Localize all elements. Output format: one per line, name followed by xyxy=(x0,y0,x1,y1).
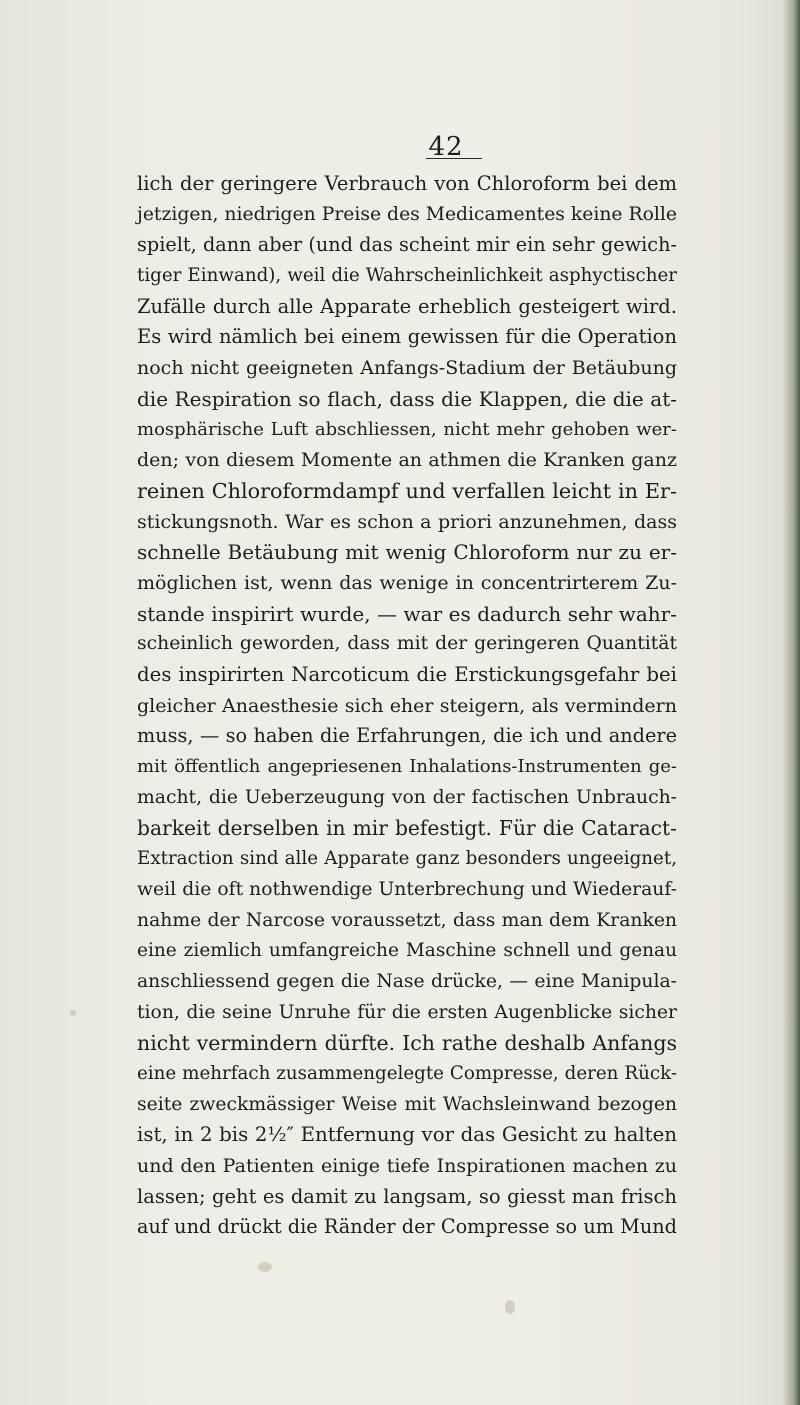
text-line: scheinlich geworden, dass mit der geringeren Quantität xyxy=(137,633,677,655)
text-line: Zufälle durch alle Apparate erheblich gesteigert wird. xyxy=(137,294,677,318)
text-line: tion, die seine Unruhe für die ersten Augenblicke sicher xyxy=(137,1001,677,1023)
text-line: auf und drückt die Ränder der Compresse so um Mund xyxy=(137,1215,677,1239)
page-edge-shadow xyxy=(782,0,800,1405)
text-line: anschliessend gegen die Nase drücke, — eine Manipula- xyxy=(137,970,677,992)
text-line: eine mehrfach zusammengelegte Compresse, deren Rück- xyxy=(137,1062,677,1084)
text-line: möglichen ist, wenn das wenige in concentrirterem Zu- xyxy=(137,571,677,594)
text-line: Es wird nämlich bei einem gewissen für die Operation xyxy=(137,325,677,349)
text-line: die Respiration so flach, dass die Klappen, die die at- xyxy=(137,386,677,411)
text-line: mosphärische Luft abschliessen, nicht mehr gehoben wer- xyxy=(137,418,677,440)
page-number-rule xyxy=(426,158,482,159)
text-line: mit öffentlich angepriesenen Inhalations-Instrumenten ge- xyxy=(137,756,677,778)
text-line: ist, in 2 bis 2½″ Entfernung vor das Gesicht zu halten xyxy=(137,1123,677,1147)
text-line: und den Patienten einige tiefe Inspirationen machen zu xyxy=(137,1155,677,1177)
text-line: reinen Chloroformdampf und verfallen leicht in Er- xyxy=(137,478,677,503)
text-line: lassen; geht es damit zu langsam, so giesst man frisch xyxy=(137,1184,677,1208)
page-number: 42 xyxy=(428,132,464,162)
text-line: muss, — so haben die Erfahrungen, die ich und andere xyxy=(137,724,677,748)
text-line: jetzigen, niedrigen Preise des Medicamentes keine Rolle xyxy=(137,203,677,225)
text-line: seite zweckmässiger Weise mit Wachsleinwand bezogen xyxy=(137,1093,677,1115)
paper-speck xyxy=(70,1010,76,1016)
text-line: eine ziemlich umfangreiche Maschine schnell und genau xyxy=(137,940,677,962)
text-line: spielt, dann aber (und das scheint mir ein sehr gewich- xyxy=(137,233,677,257)
text-line: weil die oft nothwendige Unterbrechung und Wiederauf- xyxy=(137,878,677,900)
text-line: stande inspirirt wurde, — war es dadurch sehr wahr- xyxy=(137,601,677,626)
text-line: den; von diesem Momente an athmen die Kranken ganz xyxy=(137,449,677,472)
text-line: noch nicht geeigneten Anfangs-Stadium der Betäubung xyxy=(137,357,677,380)
text-line: nahme der Narcose voraussetzt, dass man dem Kranken xyxy=(137,909,677,931)
text-line: stickungsnoth. War es schon a priori anzunehmen, dass xyxy=(137,510,677,533)
text-line: barkeit derselben in mir befestigt. Für die Cataract- xyxy=(137,816,677,841)
text-line: schnelle Betäubung mit wenig Chloroform nur zu er- xyxy=(137,540,677,565)
text-line: gleicher Anaesthesie sich eher steigern, als vermindern xyxy=(137,694,677,717)
text-line: Extraction sind alle Apparate ganz besonders ungeeignet, xyxy=(137,848,677,870)
paper-speck xyxy=(505,1300,515,1314)
text-line: tiger Einwand), weil die Wahrscheinlichkeit asphyctischer xyxy=(137,265,677,287)
text-line: nicht vermindern dürfte. Ich rathe deshalb Anfangs xyxy=(137,1031,677,1056)
text-line: lich der geringere Verbrauch von Chloroform bei dem xyxy=(137,172,677,195)
text-line: des inspirirten Narcoticum die Erstickungsgefahr bei xyxy=(137,663,677,686)
text-line: macht, die Ueberzeugung von der factischen Unbrauch- xyxy=(137,786,677,808)
paper-speck xyxy=(258,1262,272,1272)
body-text xyxy=(137,169,677,1243)
